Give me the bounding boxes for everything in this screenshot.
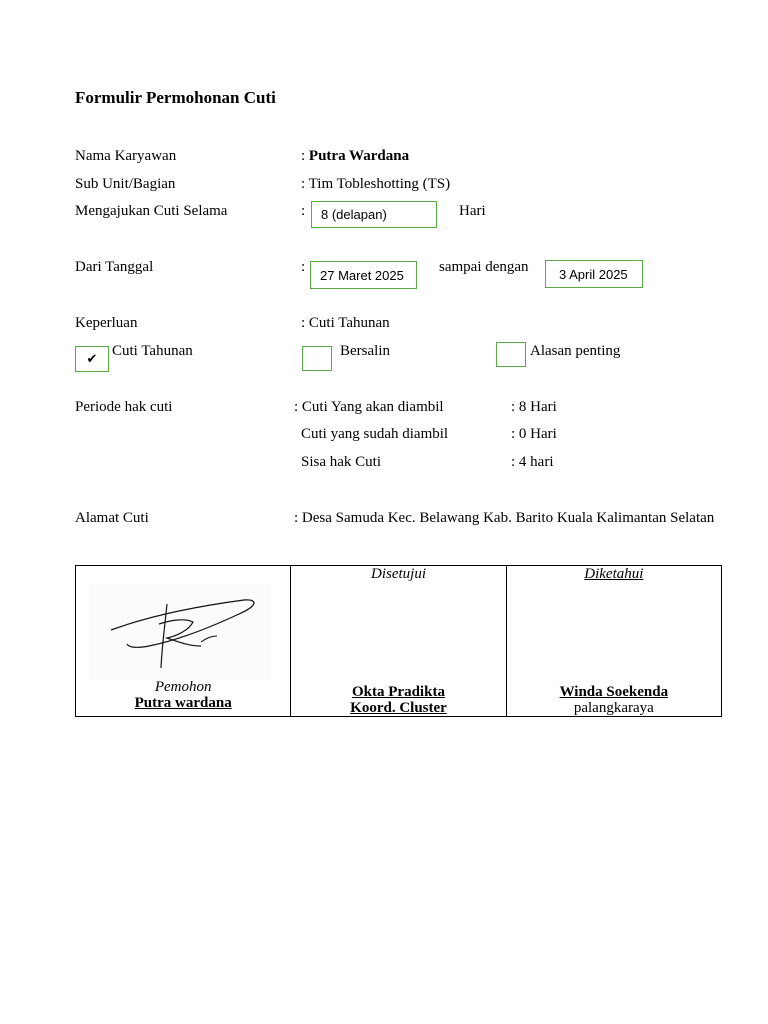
duration-label: Mengajukan Cuti Selama [75, 203, 228, 219]
from-date-value: 27 Maret 2025 [320, 267, 404, 283]
duration-colon: : [301, 203, 306, 219]
checkbox-alasan-penting[interactable] [496, 342, 526, 367]
acknowledged-heading: Diketahui [584, 566, 644, 582]
approved-cell [291, 566, 506, 717]
form-title: Formulir Permohonan Cuti [75, 88, 276, 107]
checkbox-cuti-tahunan[interactable] [75, 346, 109, 372]
leave-type-label: Bersalin [340, 343, 390, 359]
approved-heading: Disetujui [370, 566, 426, 582]
duration-value: 8 (delapan) [321, 207, 387, 222]
until-label: sampai dengan [439, 259, 529, 275]
unit-value: : Tim Tobleshotting (TS) [301, 176, 451, 192]
from-date-label: Dari Tanggal [75, 259, 154, 275]
entitlement-row-label: Sisa hak Cuti [301, 454, 382, 470]
applicant-role: Pemohon [154, 679, 212, 695]
check-mark-icon: ✔ [86, 351, 98, 367]
entitlement-row-value: : 8 Hari [511, 399, 557, 415]
approver-name: Okta Pradikta [352, 684, 445, 700]
purpose-label: Keperluan [75, 315, 138, 331]
to-date-field[interactable] [545, 260, 643, 288]
duration-field[interactable] [311, 201, 437, 228]
employee-name-row [301, 147, 409, 165]
colon: : [301, 148, 306, 164]
employee-name-label: Nama Karyawan [75, 148, 177, 164]
entitlement-row-label: Cuti yang sudah diambil [301, 426, 449, 442]
duration-unit: Hari [459, 203, 486, 219]
leave-type-label: Cuti Tahunan [112, 343, 193, 359]
applicant-cell [76, 566, 291, 717]
entitlement-row-label: : Cuti Yang akan diambil [294, 399, 444, 415]
signature-table [75, 565, 722, 717]
leave-type-label: Alasan penting [530, 343, 621, 359]
purpose-value: : Cuti Tahunan [301, 315, 390, 331]
unit-label: Sub Unit/Bagian [75, 176, 176, 192]
applicant-name: Putra wardana [134, 695, 232, 711]
acknowledger-name: Winda Soekenda [559, 684, 669, 700]
entitlement-row-value: : 0 Hari [511, 426, 557, 442]
entitlement-label: Periode hak cuti [75, 399, 173, 415]
entitlement-row-value: : 4 hari [511, 454, 554, 470]
from-date-field[interactable] [310, 261, 417, 289]
signature-image [89, 584, 271, 680]
employee-name-value: Putra Wardana [308, 148, 410, 164]
from-date-colon: : [301, 259, 306, 275]
acknowledged-cell [506, 566, 721, 717]
acknowledger-location: palangkaraya [573, 700, 654, 716]
checkbox-bersalin[interactable] [302, 346, 332, 371]
approver-title: Koord. Cluster [350, 700, 447, 716]
address-value: : Desa Samuda Kec. Belawang Kab. Barito Kuala Kalimantan Selatan [294, 510, 715, 526]
address-label: Alamat Cuti [75, 510, 149, 526]
to-date-value: 3 April 2025 [559, 266, 628, 282]
